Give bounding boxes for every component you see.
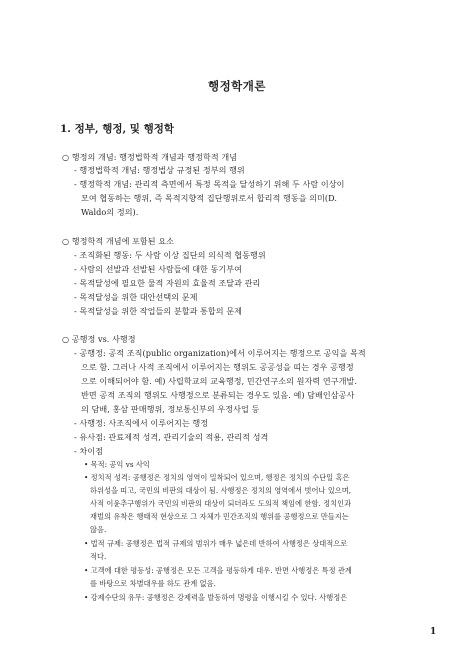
- list-item: - 목적달성을 위한 대안선택의 문제: [74, 292, 198, 302]
- sub-list-item-continuation: 사적 이윤추구행위가 국민의 비판의 대상이 되더라도 도의적 책임에 한함. 정치인과: [90, 499, 352, 508]
- sub-list-item: • 고객에 대한 평등성: 공행정은 모든 고객을 평등하게 대우. 반면 사행정은 특정 관계: [84, 566, 352, 575]
- list-item: - 차이점: [74, 446, 104, 456]
- sub-list-item-continuation: 재벌의 유착은 행태적 현상으로 그 자체가 민간조직의 행위를 공행정으로 만들지는: [90, 512, 349, 521]
- sub-list-item-continuation: 하위성을 띠고, 국민의 비판의 대상이 됨. 사행정은 정치의 영역에서 벗어나 있으며,: [90, 486, 352, 495]
- list-item-continuation: 으로 함. 그러나 사적 조직에서 이루어지는 행위도 공공성을 띠는 경우 공행정: [81, 362, 354, 372]
- list-item: - 목적달성을 위한 작업들의 분할과 통합의 문제: [74, 306, 243, 316]
- section-heading: 1. 정부, 행정, 및 행정학: [60, 123, 175, 135]
- list-item: - 조직화된 행동: 두 사람 이상 집단의 의식적 협동행위: [74, 250, 266, 260]
- list-item: - 사람의 선발과 선발된 사람들에 대한 동기부여: [74, 264, 243, 274]
- list-item-continuation: 의 담배, 홍삼 판매행위, 정보통신부의 우정사업 등: [81, 404, 260, 414]
- document-title: 행정학개론: [207, 79, 267, 93]
- sub-list-item: • 목적: 공익 vs 사익: [84, 460, 150, 469]
- bullet-heading-elements: ○ 행정학적 개념에 포함된 요소: [62, 236, 175, 246]
- list-item: - 공행정: 공적 조직(public organization)에서 이루어지는 행정으로 공익을 목적: [74, 348, 366, 358]
- list-item: - 행정법학적 개념: 행정법상 규정된 정부의 행위: [74, 165, 245, 175]
- sub-list-item-continuation: 않음.: [90, 525, 107, 534]
- list-item: - 사행정: 사조직에서 이루어지는 행정: [74, 418, 209, 428]
- list-item: - 목적달성에 필요한 물적 자원의 효율적 조달과 관리: [74, 278, 261, 288]
- sub-list-item-continuation: 적다.: [90, 552, 107, 561]
- sub-list-item: • 정치적 성격: 공행정은 정치의 영역이 밀착되어 있으며, 행정은 정치의 수단일 혹은: [84, 473, 350, 482]
- page-number: 1: [430, 627, 437, 637]
- sub-list-item-continuation: 를 바탕으로 차별대우를 하도 관계 없음.: [90, 579, 216, 588]
- list-item: - 유사점: 관료제적 성격, 관리기술의 적용, 관리적 성격: [74, 432, 269, 442]
- bullet-heading-public-private: ○ 공행정 vs. 사행정: [62, 334, 136, 344]
- list-item-continuation: 반면 공적 조직의 행위도 사행정으로 분류되는 경우도 있음. 예) 담배인삼공사: [81, 390, 355, 400]
- sub-list-item: • 법적 규제: 공행정은 법적 규제의 범위가 매우 넓은데 반하여 사행정은 상대적으로: [84, 539, 348, 548]
- list-item-continuation: 모여 협동하는 행위, 즉 목적지향적 집단행위로서 합리적 행동을 의미(D.: [81, 193, 338, 203]
- list-item-continuation: Waldo의 정의).: [81, 207, 139, 217]
- list-item: - 행정학적 개념: 관리적 측면에서 특정 목적을 달성하기 위해 두 사람 이상이: [74, 179, 345, 189]
- sub-list-item: • 강제수단의 유무: 공행정은 강제력을 발동하여 명령을 이행시킬 수 있다. 사행정은: [84, 593, 348, 602]
- list-item-continuation: 으로 이해되어야 함. 예) 사립학교의 교육행정, 민간연구소의 원자력 연구개발.: [81, 376, 357, 386]
- bullet-heading-concept: ○ 행정의 개념: 행정법학적 개념과 행정학적 개념: [62, 152, 238, 162]
